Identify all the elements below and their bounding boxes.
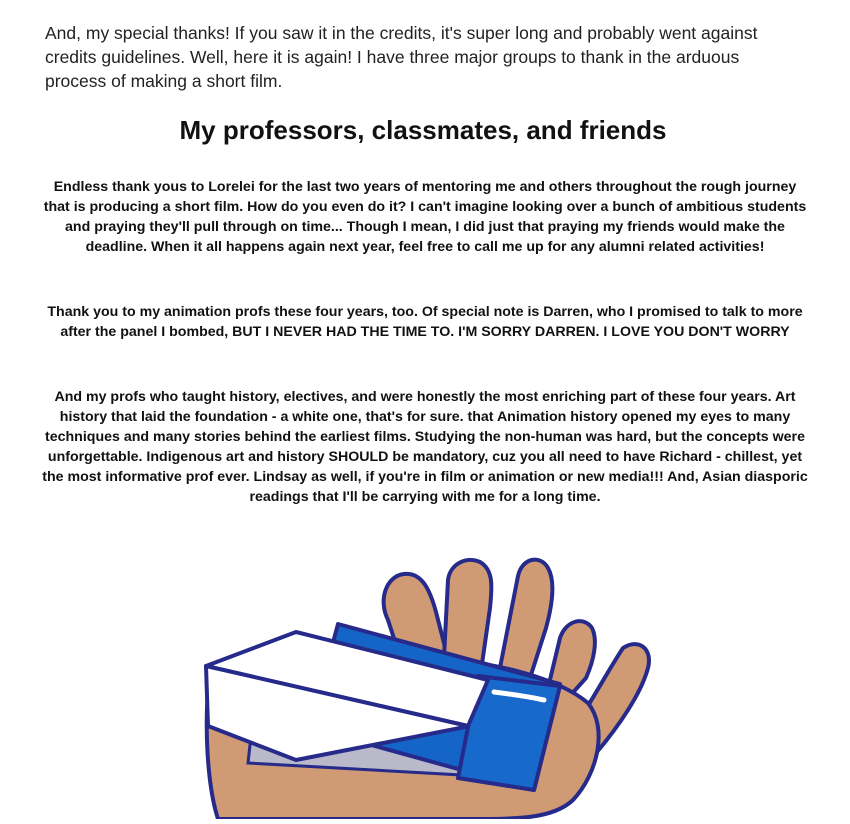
finger-ring [498,560,552,678]
hand-holding-cards-illustration [48,528,802,819]
thanks-paragraph-history-profs: And my profs who taught history, electives, and were honestly the most enriching part of these four years. Art history that laid the foundation - a white one, that's for sure. that Animation history opened my eyes to many techniques and many stories behind the earliest films. Studying the non-human was hard, but the concepts were unforgettable. Indigenous art and history SHOULD be mandatory, cuz you all need to have Richard - chillest, yet the most informative prof ever. Lindsay as well, if you're in film or animation or new media!!! And, Asian diasporic readings that I'll be carrying with me for a long time. [42,389,808,505]
hand-illustration-svg [48,528,802,819]
intro-text: And, my special thanks! If you saw it in the credits, it's super long and probably went against credits guidelines. Well, here it is again! I have three major groups to thank in the arduous process of making a short film. [45,23,758,91]
thanks-paragraph-mentor: Endless thank yous to Lorelei for the last two years of mentoring me and others throughout the rough journey that is producing a short film. How do you even do it? I can't imagine looking over a bunch of ambitious students and praying they'll pull through on time... Though I mean, I did just that praying my friends would make the deadline. When it all happens again next year, feel free to call me up for any alumni related activities! [43,179,807,255]
thanks-paragraph-animation-profs: Thank you to my animation profs these four years, too. Of special note is Darren, who I promised to talk to more after the panel I bombed, BUT I NEVER HAD THE TIME TO. I'M SORRY DARREN. I LOVE YOU DON'T WORRY [47,304,803,340]
section-heading: My professors, classmates, and friends [179,115,667,145]
